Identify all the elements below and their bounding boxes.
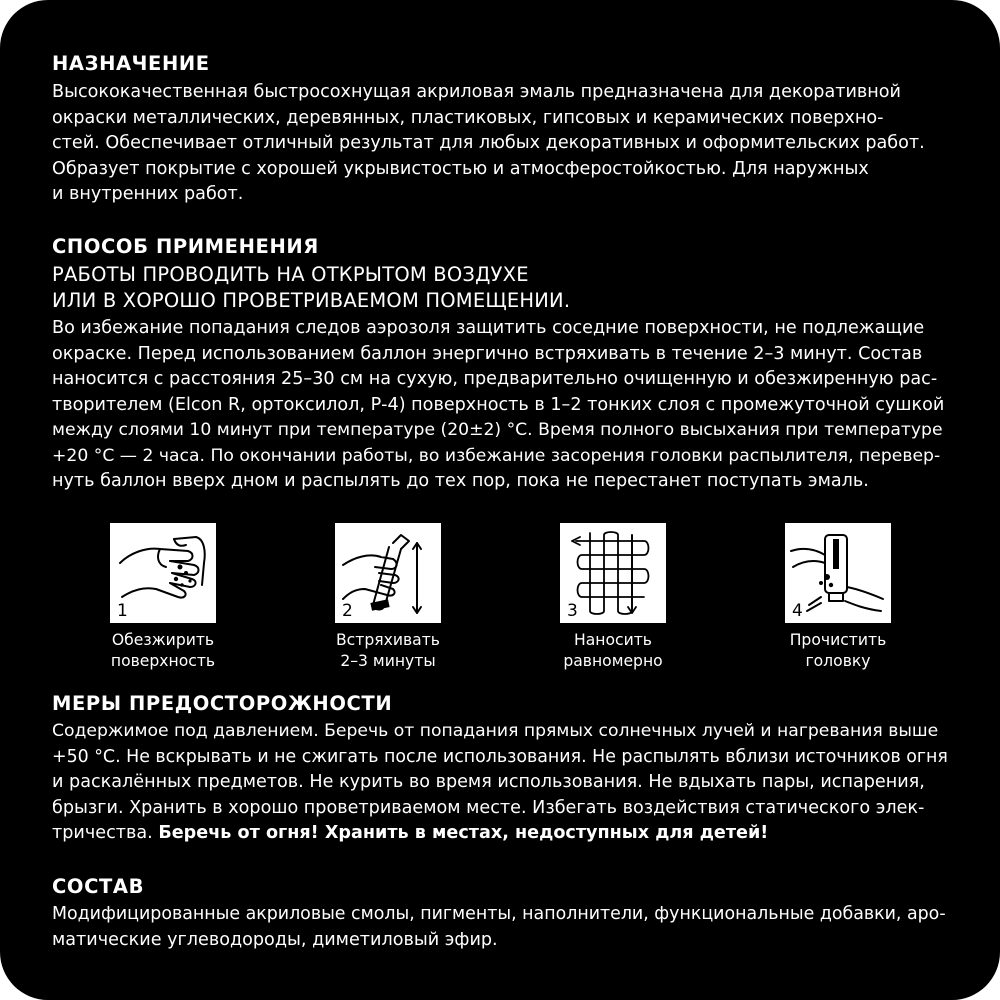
step-caption-line: Прочистить — [789, 631, 887, 649]
application-warning — [52, 262, 570, 314]
hand-wipe-icon — [110, 523, 216, 623]
step-caption — [523, 630, 703, 672]
application-heading: СПОСОБ ПРИМЕНЕНИЯ — [52, 235, 319, 258]
purpose-heading: НАЗНАЧЕНИЕ — [52, 52, 210, 75]
step-number: 4 — [792, 601, 803, 621]
precautions-line — [52, 821, 948, 847]
precautions-warning: Беречь от огня! Хранить в местах, недоступных для детей! — [158, 823, 769, 843]
application-line: между слоями 10 минут при температуре (20±2) °С. Время полного высыхания при температуре — [52, 420, 943, 440]
step-caption — [748, 630, 928, 672]
application-line: творителем (Elcon R, ортоксилол, Р-4) поверхность в 1–2 тонких слоя с промежуточной сушкой — [52, 394, 945, 415]
purpose-line: и внутренних работ. — [52, 184, 244, 204]
precautions-text — [52, 719, 948, 847]
step-caption-line: равномерно — [563, 652, 663, 670]
purpose-line: окраски металлических, деревянных, пластиковых, гипсовых и керамических поверхно- — [52, 107, 884, 128]
precautions-heading: МЕРЫ ПРЕДОСТОРОЖНОСТИ — [52, 692, 393, 715]
application-line: нуть баллон вверх дном и распылять до тех пор, пока не перестанет поступать эмаль. — [52, 471, 869, 491]
step-caption-line: Обезжирить — [111, 631, 215, 649]
shake-can-icon — [335, 523, 441, 623]
application-line: наносится с расстояния 25–30 см на сухую, предварительно очищенную и обезжиренную рас- — [52, 369, 938, 389]
application-line: окраске. Перед использованием баллон энергично встряхивать в течение 2–3 минут. Состав — [52, 343, 923, 364]
step-caption-line: головку — [805, 652, 871, 670]
composition-heading: СОСТАВ — [52, 875, 145, 898]
step-number: 1 — [117, 601, 128, 621]
purpose-line: Высококачественная быстросохнущая акриловая эмаль предназначена для декоративной — [52, 82, 901, 102]
step-caption-line: Встряхивать — [335, 631, 441, 649]
step-number: 3 — [567, 601, 578, 621]
precautions-last-regular: тричества. — [52, 823, 153, 843]
clean-nozzle-icon — [785, 523, 891, 623]
step-number: 2 — [342, 601, 353, 621]
application-line: +20 °С — 2 часа. По окончании работы, во избежание засорения головки распылителя, перевер- — [52, 445, 941, 466]
precautions-line: +50 °С. Не вскрывать и не сжигать после использования. Не распылять вблизи источников огня — [52, 746, 948, 767]
step-caption-line: Наносить — [574, 631, 652, 649]
step-caption — [73, 630, 253, 672]
spray-pattern-icon — [560, 523, 666, 623]
application-text — [52, 316, 948, 495]
precautions-line: брызги. Хранить в хорошо проветриваемом месте. Избегать воздействия статического элек- — [52, 797, 925, 818]
step-caption-line: поверхность — [110, 652, 216, 670]
purpose-text — [52, 80, 948, 208]
precautions-line: и раскалённых предметов. Не курить во время использования. Не вдыхать пары, испарения, — [52, 772, 925, 792]
composition-text — [52, 902, 948, 953]
application-line: Во избежание попадания следов аэрозоля защитить соседние поверхности, не подлежащие — [52, 318, 925, 338]
step-caption — [298, 630, 478, 672]
step-caption-line: 2–3 минуты — [340, 652, 436, 670]
composition-line: Модифицированные акриловые смолы, пигменты, наполнители, функциональные добавки, аро- — [52, 904, 946, 924]
purpose-line: Образует покрытие с хорошей укрывистостью и атмосферостойкостью. Для наружных — [52, 158, 869, 179]
application-warning-line: ИЛИ В ХОРОШО ПРОВЕТРИВАЕМОМ ПОМЕЩЕНИИ. — [52, 289, 571, 312]
application-warning-line: РАБОТЫ ПРОВОДИТЬ НА ОТКРЫТОМ ВОЗДУХЕ — [52, 263, 529, 286]
purpose-line: стей. Обеспечивает отличный результат для любых декоративных и оформительских работ. — [52, 133, 925, 153]
composition-line: матические углеводороды, диметиловый эфир. — [52, 929, 498, 950]
precautions-line: Содержимое под давлением. Беречь от попадания прямых солнечных лучей и нагревания выше — [52, 721, 939, 741]
